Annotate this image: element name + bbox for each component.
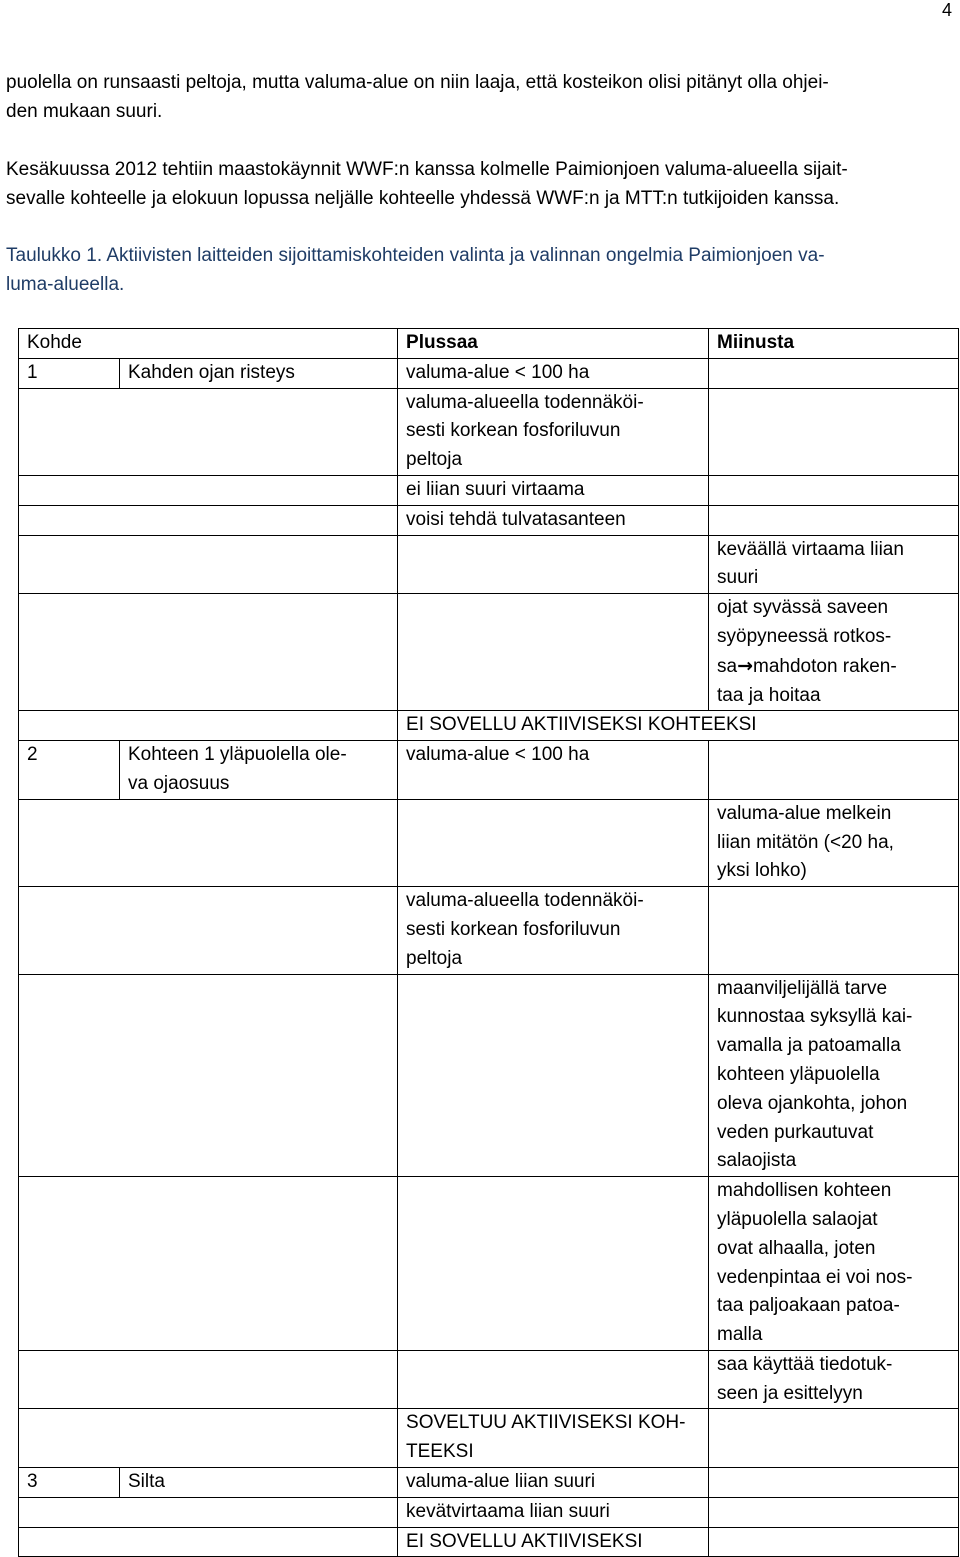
minus-cell <box>709 887 959 974</box>
site-name: Kahden ojan risteys <box>120 358 398 388</box>
plus-cell <box>398 974 709 1177</box>
cell-line: yläpuolella salaojat <box>717 1208 878 1230</box>
plus-cell <box>398 799 709 886</box>
minus-cell <box>709 974 959 1177</box>
empty-cell <box>19 1177 398 1351</box>
cell-line: valuma-alue melkein <box>717 802 892 824</box>
site-name: Silta <box>120 1468 398 1498</box>
empty-cell <box>19 1350 398 1409</box>
plus-cell: voisi tehdä tulvatasanteen <box>398 505 709 535</box>
cell-line: va ojaosuus <box>128 772 230 794</box>
cell-line: ovat alhaalla, joten <box>717 1237 876 1259</box>
table-row <box>19 1527 959 1557</box>
visit-line: sevalle kohteelle ja elokuun lopussa neljälle kohteelle yhdessä WWF:n ja MTT:n tutkijoiden kanssa. <box>6 187 840 209</box>
table-row <box>19 358 959 388</box>
caption-label: Taulukko 1. <box>6 245 103 266</box>
table-row <box>19 974 959 1177</box>
table-row <box>19 1177 959 1351</box>
plus-cell <box>398 594 709 711</box>
table-row <box>19 887 959 974</box>
empty-cell <box>19 1527 398 1557</box>
cell-line: liian mitätön (<20 ha, <box>717 831 894 853</box>
empty-cell <box>19 887 398 974</box>
cell-line: syöpyneessä rotkos- <box>717 625 892 647</box>
cell-line: valuma-alueella todennäköi- <box>406 890 644 912</box>
table-row <box>19 535 959 594</box>
cell-line: Kohteen 1 yläpuolella ole- <box>128 744 347 766</box>
cell-line: mahdollisen kohteen <box>717 1180 892 1202</box>
cell-line: vedenpintaa ei voi nos- <box>717 1266 913 1288</box>
cell-line: vamalla ja patoamalla <box>717 1035 901 1057</box>
site-selection-table <box>18 328 959 1557</box>
table-row <box>19 1497 959 1527</box>
site-number: 2 <box>19 741 120 800</box>
plus-cell <box>398 535 709 594</box>
table-caption <box>6 242 951 299</box>
table-row <box>19 475 959 505</box>
site-name <box>120 741 398 800</box>
cell-line: TEEKSI <box>406 1441 474 1463</box>
cell-line: salaojista <box>717 1150 797 1172</box>
cell-line: ojat syvässä saveen <box>717 597 889 619</box>
arrow-right-icon: → <box>737 654 754 677</box>
plus-cell: valuma-alue < 100 ha <box>398 741 709 800</box>
cell-line: saa käyttää tiedotuk- <box>717 1353 893 1375</box>
table-row <box>19 388 959 475</box>
empty-cell <box>19 475 398 505</box>
cell-line: oleva ojankohta, johon <box>717 1092 908 1114</box>
intro-line: den mukaan suuri. <box>6 100 163 122</box>
site-number: 3 <box>19 1468 120 1498</box>
empty-cell <box>19 388 398 475</box>
minus-cell <box>709 388 959 475</box>
cell-line: veden purkautuvat <box>717 1121 874 1143</box>
cell-line: maanviljelijällä tarve <box>717 977 888 999</box>
header-plussaa: Plussaa <box>398 329 709 359</box>
caption-text: Aktiivisten laitteiden sijoittamiskohteiden valinta ja valinnan ongelmia Paimionjoen va- <box>102 245 825 266</box>
cell-line: suuri <box>717 567 759 589</box>
cell-line: SOVELTUU AKTIIVISEKSI KOH- <box>406 1412 686 1434</box>
caption-text-cont: luma-alueella. <box>6 273 125 295</box>
minus-cell <box>709 1468 959 1498</box>
minus-cell <box>709 1497 959 1527</box>
cell-line: seen ja esittelyyn <box>717 1382 863 1404</box>
minus-cell <box>709 1350 959 1409</box>
empty-cell <box>19 535 398 594</box>
cell-line: taa ja hoitaa <box>717 684 821 706</box>
empty-cell <box>19 594 398 711</box>
minus-cell <box>709 799 959 886</box>
cell-line: sa <box>717 655 738 677</box>
plus-cell: kevätvirtaama liian suuri <box>398 1497 709 1527</box>
empty-cell <box>19 974 398 1177</box>
intro-line: puolella on runsaasti peltoja, mutta valuma-alue on niin laaja, että kosteikon olisi pitänyt olla ohjei- <box>6 72 829 93</box>
empty-cell <box>19 1409 398 1468</box>
table-row <box>19 505 959 535</box>
plus-cell <box>398 1177 709 1351</box>
table-row <box>19 711 959 741</box>
plus-cell <box>398 887 709 974</box>
minus-cell <box>709 505 959 535</box>
empty-cell <box>19 799 398 886</box>
cell-line: mahdoton raken- <box>753 655 897 677</box>
cell-line: kunnostaa syksyllä kai- <box>717 1006 913 1028</box>
verdict-cell: EI SOVELLU AKTIIVISEKSI <box>398 1527 709 1557</box>
table-header-row <box>19 329 959 359</box>
table-row <box>19 799 959 886</box>
site-number: 1 <box>19 358 120 388</box>
minus-cell <box>709 475 959 505</box>
visit-paragraph <box>6 156 951 213</box>
empty-cell <box>19 711 398 741</box>
minus-cell <box>709 1409 959 1468</box>
verdict-cell: EI SOVELLU AKTIIVISEKSI KOHTEEKSI <box>398 711 959 741</box>
table-row <box>19 741 959 800</box>
cell-line: yksi lohko) <box>717 860 807 882</box>
empty-cell <box>19 1497 398 1527</box>
plus-cell <box>398 1350 709 1409</box>
cell-line: kohteen yläpuolella <box>717 1063 880 1085</box>
minus-cell <box>709 1177 959 1351</box>
verdict-cell <box>398 1409 709 1468</box>
cell-line: malla <box>717 1324 763 1346</box>
cell-line: sesti korkean fosforiluvun <box>406 420 621 442</box>
cell-line: peltoja <box>406 947 463 969</box>
table-row <box>19 1409 959 1468</box>
plus-cell: ei liian suuri virtaama <box>398 475 709 505</box>
cell-line: sesti korkean fosforiluvun <box>406 918 621 940</box>
cell-line: keväällä virtaama liian <box>717 538 904 560</box>
visit-line: Kesäkuussa 2012 tehtiin maastokäynnit WWF:n kanssa kolmelle Paimionjoen valuma-alueella sijait- <box>6 159 848 180</box>
table-row <box>19 1468 959 1498</box>
plus-cell <box>398 388 709 475</box>
empty-cell <box>19 505 398 535</box>
minus-cell <box>709 535 959 594</box>
plus-cell: valuma-alue < 100 ha <box>398 358 709 388</box>
intro-paragraph <box>6 69 951 126</box>
minus-cell <box>709 594 959 711</box>
minus-cell <box>709 358 959 388</box>
header-miinusta: Miinusta <box>709 329 959 359</box>
plus-cell: valuma-alue liian suuri <box>398 1468 709 1498</box>
cell-line: taa paljoakaan patoa- <box>717 1295 900 1317</box>
minus-cell <box>709 1527 959 1557</box>
cell-line: peltoja <box>406 449 463 471</box>
table-row <box>19 594 959 711</box>
page-number: 4 <box>941 0 952 20</box>
header-kohde: Kohde <box>19 329 398 359</box>
table-row <box>19 1350 959 1409</box>
minus-cell <box>709 741 959 800</box>
cell-line: valuma-alueella todennäköi- <box>406 391 644 413</box>
